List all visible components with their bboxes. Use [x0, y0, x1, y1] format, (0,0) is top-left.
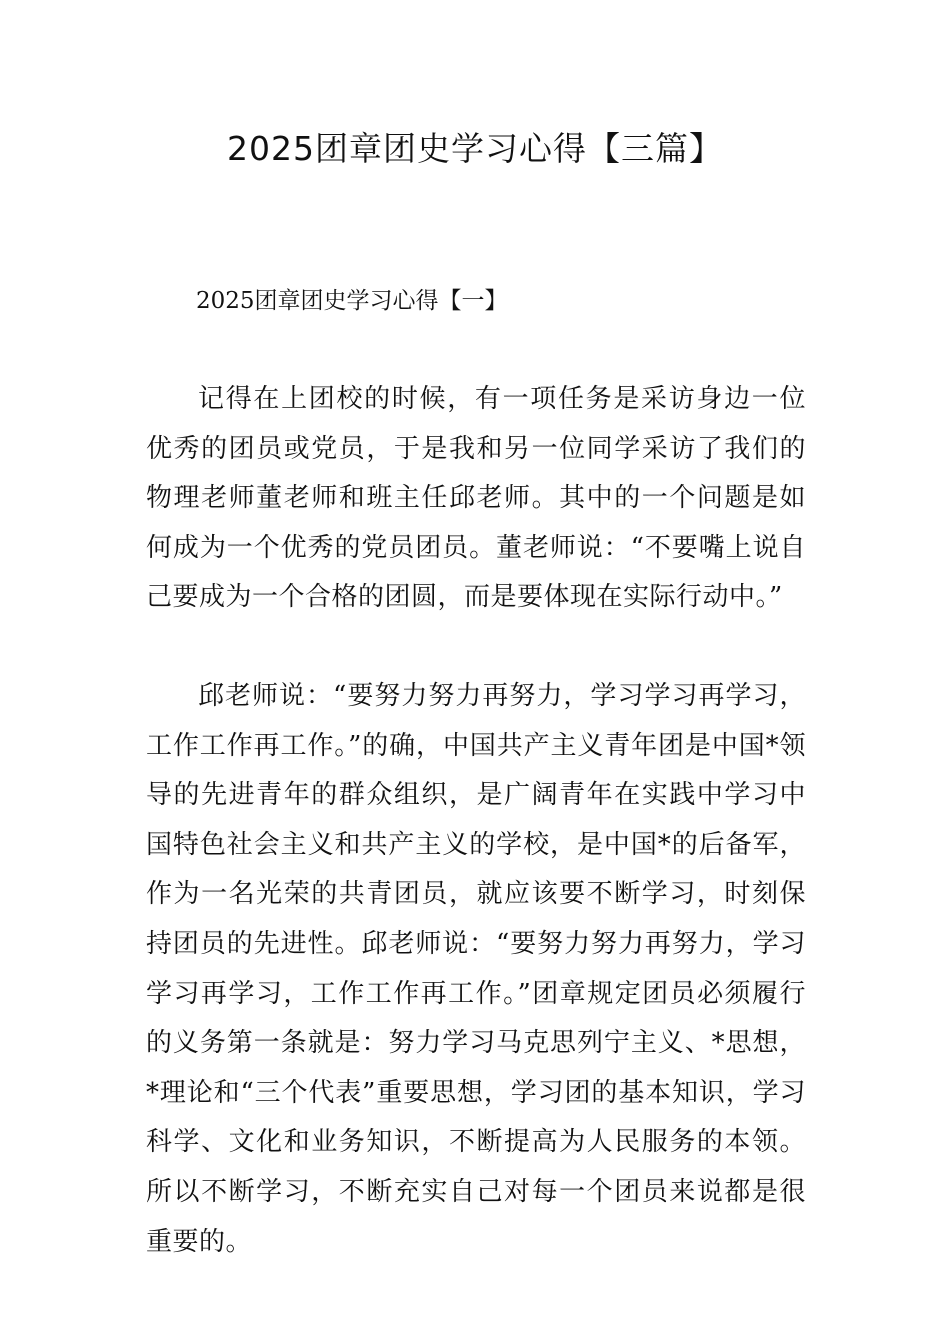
paragraph-1: 记得在上团校的时候，有一项任务是采访身边一位优秀的团员或党员，于是我和另一位同学采访了我们的物理老师董老师和班主任邱老师。其中的一个问题是如何成为一个优秀的党员团员。董老师说：“不要嘴上说自己要成为一个合格的团圆，而是要体现在实际行动中。” [146, 384, 806, 613]
paragraph-2: 邱老师说：“要努力努力再努力，学习学习再学习，工作工作再工作。”的确，中国共产主义青年团是中国*领导的先进青年的群众组织，是广阔青年在实践中学习中国特色社会主义和共产主义的学校，是中国*的后备军，作为一名光荣的共青团员，就应该要不断学习，时刻保持团员的先进性。邱老师说：“要努力努力再努力，学习学习再学习，工作工作再工作。”团章规定团员必须履行的义务第一条就是：努力学习马克思列宁主义、*思想，*理论和“三个代表”重要思想，学习团的基本知识，学习科学、文化和业务知识，不断提高为人民服务的本领。所以不断学习，不断充实自己对每一个团员来说都是很重要的。 [146, 681, 806, 1257]
section-heading: 2025团章团史学习心得【一】 [196, 288, 508, 314]
document-title: 2025团章团史学习心得【三篇】 [227, 129, 723, 168]
